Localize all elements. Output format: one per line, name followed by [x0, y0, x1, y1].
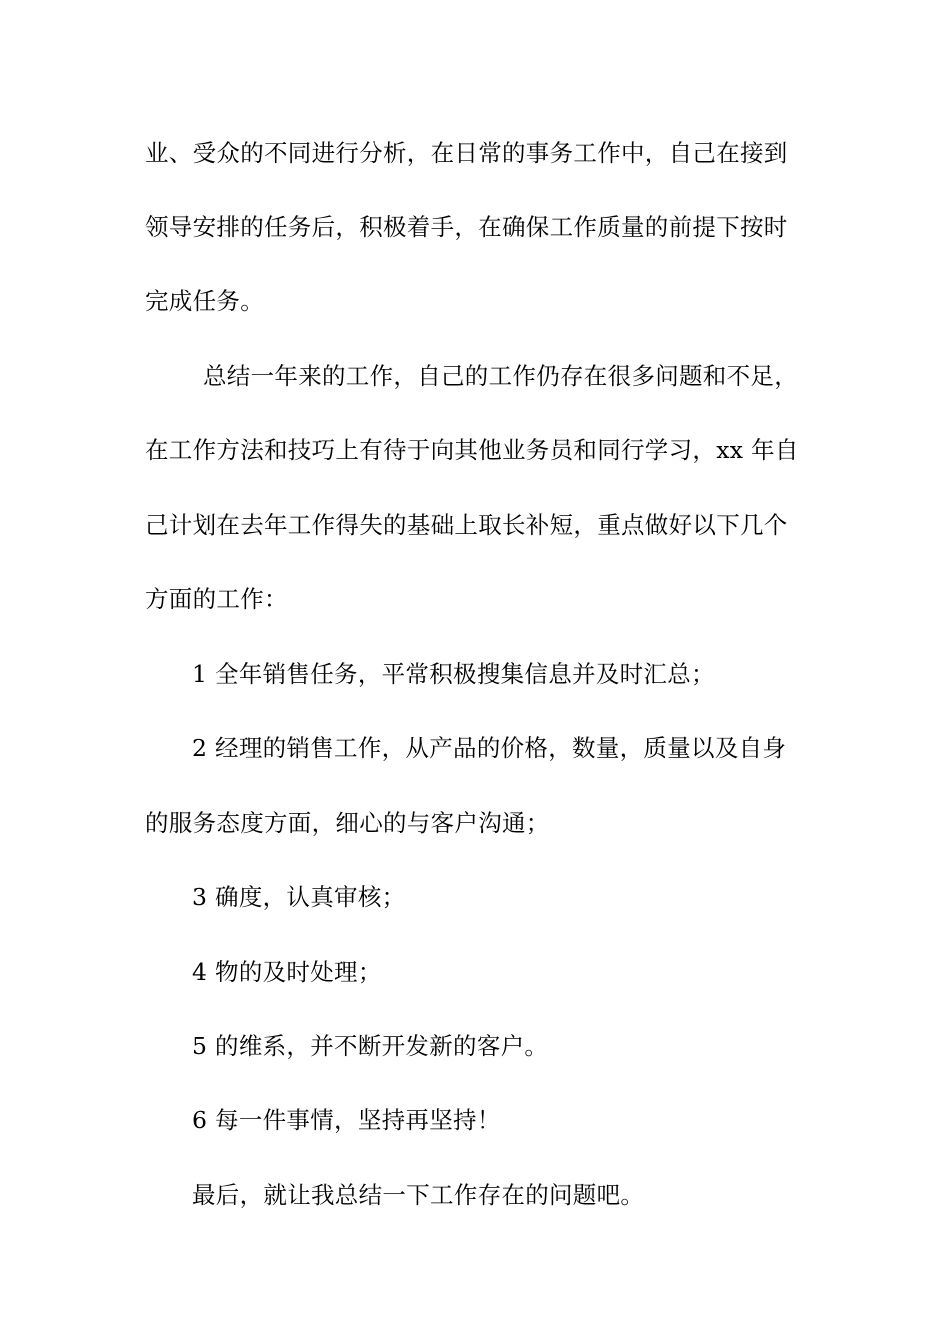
closing-line: 最后，就让我总结一下工作存在的问题吧。	[192, 1181, 645, 1209]
paragraph-line: 总结一年来的工作，自己的工作仍存在很多问题和不足，	[203, 362, 798, 390]
list-item: 5 的维系，并不断开发新的客户。	[192, 1032, 549, 1060]
list-item: 1 全年销售任务，平常积极搜集信息并及时汇总；	[192, 660, 715, 688]
paragraph-line: 方面的工作：	[145, 585, 288, 613]
paragraph-line: 业、受众的不同进行分析，在日常的事务工作中，自己在接到	[145, 139, 788, 167]
paragraph-line: 完成任务。	[145, 287, 264, 315]
list-item: 2 经理的销售工作，从产品的价格，数量，质量以及自身	[192, 734, 787, 762]
paragraph-line: 己计划在去年工作得失的基础上取长补短，重点做好以下几个	[145, 511, 788, 539]
list-item: 4 物的及时处理；	[192, 958, 382, 986]
list-item: 3 确度，认真审核；	[192, 883, 406, 911]
paragraph-line: 领导安排的任务后，积极着手，在确保工作质量的前提下按时	[145, 213, 788, 241]
list-item: 6 每一件事情，坚持再坚持！	[192, 1106, 501, 1134]
paragraph-line: 在工作方法和技巧上有待于向其他业务员和同行学习，xx 年自	[145, 436, 799, 464]
paragraph-line: 的服务态度方面，细心的与客户沟通；	[145, 809, 550, 837]
